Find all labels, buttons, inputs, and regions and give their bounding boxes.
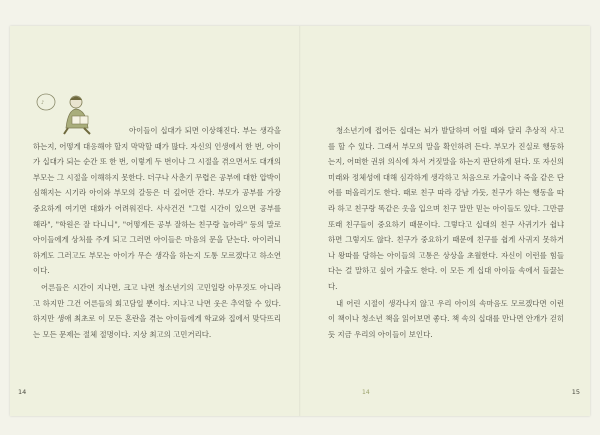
paragraph: 어른들은 시간이 지나면, 크고 나면 청소년기의 고민일랑 아무것도 아니라고 하지만 그건 어른들의 회고담일 뿐이다. 지나고 나면 웃은 추억할 수 있다. 하지만 생애 최초로 이 모든 혼란을 겪는 아이들에게 학교와 집에서 맞닥뜨리는 모든 문제는 절체 절명이다. 지상 최고의 고민거리다. xyxy=(33,282,281,339)
paragraph: 청소년기에 접어든 십대는 뇌가 발달하며 어릴 때와 달리 추상적 사고를 할 수 있다. 그래서 부모의 말을 확인하려 든다. 부모가 진실로 행동하는지, 어떠한 권위 의식에 차서 거짓말을 하는지 판단하게 된다. 또 자신의 미래와 정체성에 대해 심각하게 생각하고 처음으로 가출이나 죽을 같은 단어를 떠올리기도 한다. 때로 친구 따라 강남 가듯, 친구가 하는 행동을 따라 하고 친구랑 똑같은 옷을 입으며 친구 말만 믿는 아이들도 있다. 그만큼 또래 친구들이 중요하기 때문이다. 그렇다고 십대의 친구 사귀기가 쉽냐 하면 그렇지도 않다. 친구가 중요하기 때문에 친구를 쉽게 사귀지 못하거나 왕따를 당하는 아이들의 고통은 상상을 초월한다. 자신이 이런를 힘들다는 걸 말하고 싶어 가출도 한다. 이 모든 게 십대 아이들 속에서 들끓는다. xyxy=(328,126,564,291)
paragraph: 내 어린 시절이 생각나지 않고 우리 아이의 속마음도 모르겠다면 이런이 책이나 청소년 책을 읽어보면 좋다. 책 속의 십대를 만나면 안개가 걷히듯 지금 우리의 아이들이 보인다. xyxy=(328,298,564,339)
svg-text:♪: ♪ xyxy=(41,100,45,106)
right-page xyxy=(300,26,590,416)
left-page xyxy=(10,26,300,416)
page-number: 15 xyxy=(571,388,580,396)
page-number: 14 xyxy=(18,388,27,396)
right-page-body xyxy=(328,123,564,343)
book-spread xyxy=(10,26,590,416)
paragraph: 아이들이 십대가 되면 이상해진다. 부는 생각을 하는지, 어떻게 대응해야 할지 막막할 때가 많다. 자신의 인생에서 한 번, 아이가 십대가 되는 순간 또 한 번, 이렇게 두 번이나 그 시절을 겪으면서도 대개의 부모는 그 시절을 이해하지 못한다. 더구나 사춘기 무렵은 공부에 대한 압박이 심해지는 시기라 아이와 부모의 갈등은 더 깊어만 간다. 부모가 공부를 가장 중요하게 여기면 대화가 어려워진다. 사사건건 "그럴 시간이 있으면 공부를 해라", "학원은 잘 다니니", "어떻게든 공부 잘하는 친구랑 놀아라" 등의 말로 아이들에게 상처를 주게 되고 그러면 아이들은 마음의 문을 닫는다. 아이러니하게도 그러고도 부모는 아이가 무슨 생각을 하는지 도통 모르겠다고 하소연이다. xyxy=(33,126,281,276)
running-head: 14 xyxy=(362,389,370,396)
left-page-body xyxy=(33,123,281,343)
